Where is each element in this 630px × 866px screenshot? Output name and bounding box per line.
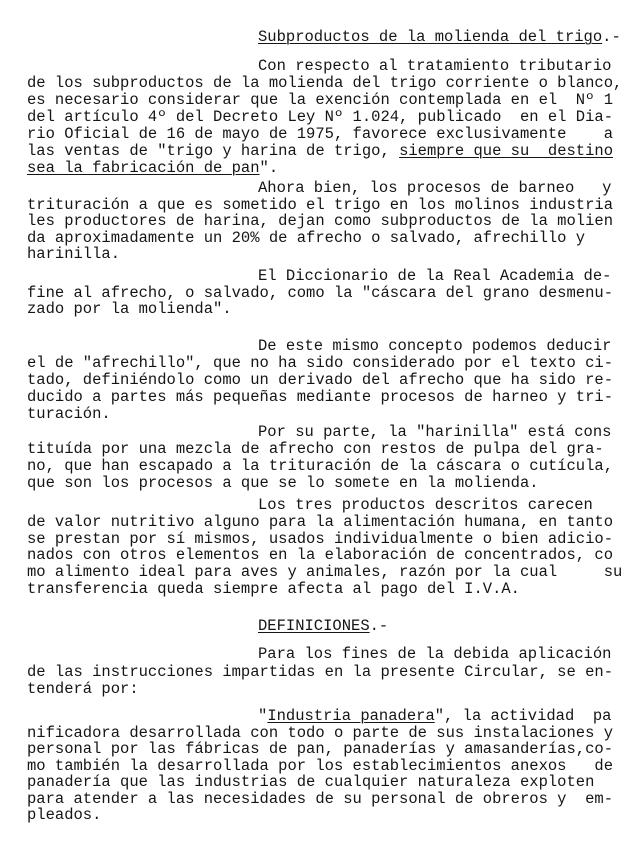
text-segment: harinilla.: [27, 245, 121, 263]
text-segment: El Diccionario de la Real Academia de-: [258, 267, 612, 285]
text-segment: para atender a las necesidades de su personal de obreros y em-: [27, 789, 613, 808]
text-segment: turación.: [27, 405, 111, 423]
text-line: [27, 126, 613, 142]
text-line: [27, 406, 111, 422]
text-segment: Ahora bien, los procesos de barneo y: [258, 179, 612, 197]
text-segment: tado, definiéndolo como un derivado del afrecho que ha sido re-: [27, 371, 613, 389]
text-line: [27, 143, 613, 159]
text-line: [27, 109, 613, 125]
text-line: [27, 441, 604, 457]
text-line: [27, 372, 613, 388]
text-line: [258, 424, 611, 440]
text-segment: les productores de harina, dejan como subproductos de la molien: [27, 212, 613, 230]
text-line: [27, 389, 613, 405]
text-segment: Los tres productos descritos carecen: [258, 496, 593, 514]
text-line: [27, 725, 613, 741]
text-line: [27, 285, 613, 301]
text-line: [258, 29, 621, 45]
text-line: [27, 92, 613, 108]
text-segment: panadería que las industrias de cualquier naturaleza exploten: [27, 773, 595, 791]
text-segment: es necesario considerar que la exención contemplada en el Nº 1: [27, 91, 613, 109]
text-line: [258, 618, 388, 634]
text-segment: pleados.: [27, 806, 102, 824]
text-segment: fine al afrecho, o salvado, como la "cáscara del grano desmenu-: [27, 283, 613, 302]
underlined-text: DEFINICIONES: [258, 617, 370, 635]
text-line: [27, 758, 613, 774]
text-line: [27, 547, 613, 563]
text-segment: nados con otros elementos en la elaboración de concentrados, co: [27, 546, 613, 565]
text-line: [27, 301, 232, 317]
text-line: [27, 807, 101, 823]
text-line: [258, 497, 593, 513]
text-line: [27, 75, 622, 91]
text-line: [258, 58, 611, 74]
text-segment: personal por las fábricas de pan, panaderías y amasanderías,co-: [27, 740, 613, 758]
text-segment: mo alimento ideal para aves y animales, razón por la cual su: [27, 563, 623, 582]
text-segment: Con respecto al tratamiento tributario: [258, 57, 612, 75]
text-line: [27, 246, 120, 262]
text-segment: da aproximadamente un 20% de afrecho o salvado, afrechillo y: [27, 228, 586, 247]
text-segment: del artículo 4º del Decreto Ley Nº 1.024, publicado en el Dia-: [27, 108, 613, 126]
text-line: [27, 458, 613, 474]
text-line: [27, 160, 278, 176]
text-line: [27, 774, 594, 790]
text-line: [27, 664, 613, 680]
text-line: [27, 355, 613, 371]
text-segment: trituración a que es sometido el trigo en los molinos industria: [27, 195, 613, 214]
text-line: [27, 230, 585, 246]
text-segment: ": [258, 707, 268, 725]
text-line: [27, 741, 613, 757]
text-line: [258, 708, 611, 724]
text-segment: de las instrucciones impartidas en la presente Circular, se en-: [27, 662, 613, 681]
text-line: [258, 338, 611, 354]
text-segment: De este mismo concepto podemos deducir: [258, 337, 612, 355]
text-segment: Para los fines de la debida aplicación: [258, 645, 612, 663]
text-segment: las ventas de "trigo y harina de trigo,: [27, 142, 400, 160]
text-segment: de los subproductos de la molienda del trigo corriente o blanco,: [27, 74, 623, 92]
underlined-text: siempre que su destino: [399, 142, 613, 160]
text-segment: zado por la molienda".: [27, 300, 232, 318]
text-segment: mo también la desarrollada por los establecimientos anexos de: [27, 756, 613, 775]
text-segment: ducido a partes más pequeñas mediante procesos de harneo y tri-: [27, 388, 613, 406]
text-line: [27, 213, 613, 229]
text-line: [27, 564, 622, 580]
text-line: [27, 197, 613, 213]
text-segment: no, que han escapado a la trituración de la cáscara o cutícula,: [27, 457, 613, 475]
text-line: [27, 531, 613, 547]
text-segment: .-: [369, 617, 389, 635]
text-segment: Por su parte, la "harinilla" está cons: [258, 423, 612, 441]
text-line: [258, 646, 611, 662]
text-segment: .-: [602, 28, 621, 46]
underlined-text: Industria panadera: [267, 707, 435, 725]
text-segment: se prestan por sí mismos, usados individualmente o bien adicio-: [27, 529, 613, 548]
text-segment: de valor nutritivo alguno para la alimentación humana, en tanto: [27, 512, 613, 531]
text-line: [258, 180, 611, 196]
underlined-text: Subproductos de la molienda del trigo: [258, 28, 603, 46]
text-line: [27, 791, 613, 807]
text-segment: transferencia queda siempre afecta al pago del I.V.A.: [27, 580, 520, 598]
text-line: [27, 514, 613, 530]
text-segment: tenderá por:: [27, 680, 139, 698]
text-segment: que son los procesos a que se lo somete en la molienda.: [27, 474, 539, 492]
text-segment: nificadora desarrollada con todo o parte de sus instalaciones y: [27, 723, 613, 742]
text-line: [258, 268, 611, 284]
text-segment: ".: [259, 159, 279, 177]
text-line: [27, 681, 139, 697]
text-segment: tituída por una mezcla de afrecho con restos de pulpa del gra-: [27, 440, 604, 458]
text-segment: ", la actividad pa: [434, 707, 612, 725]
underlined-text: sea la fabricación de pan: [27, 159, 260, 177]
text-line: [27, 581, 520, 597]
text-segment: rio Oficial de 16 de mayo de 1975, favorece exclusivamente a: [27, 125, 613, 143]
text-segment: el de "afrechillo", que no ha sido considerado por el texto ci-: [27, 354, 613, 372]
text-line: [27, 475, 539, 491]
